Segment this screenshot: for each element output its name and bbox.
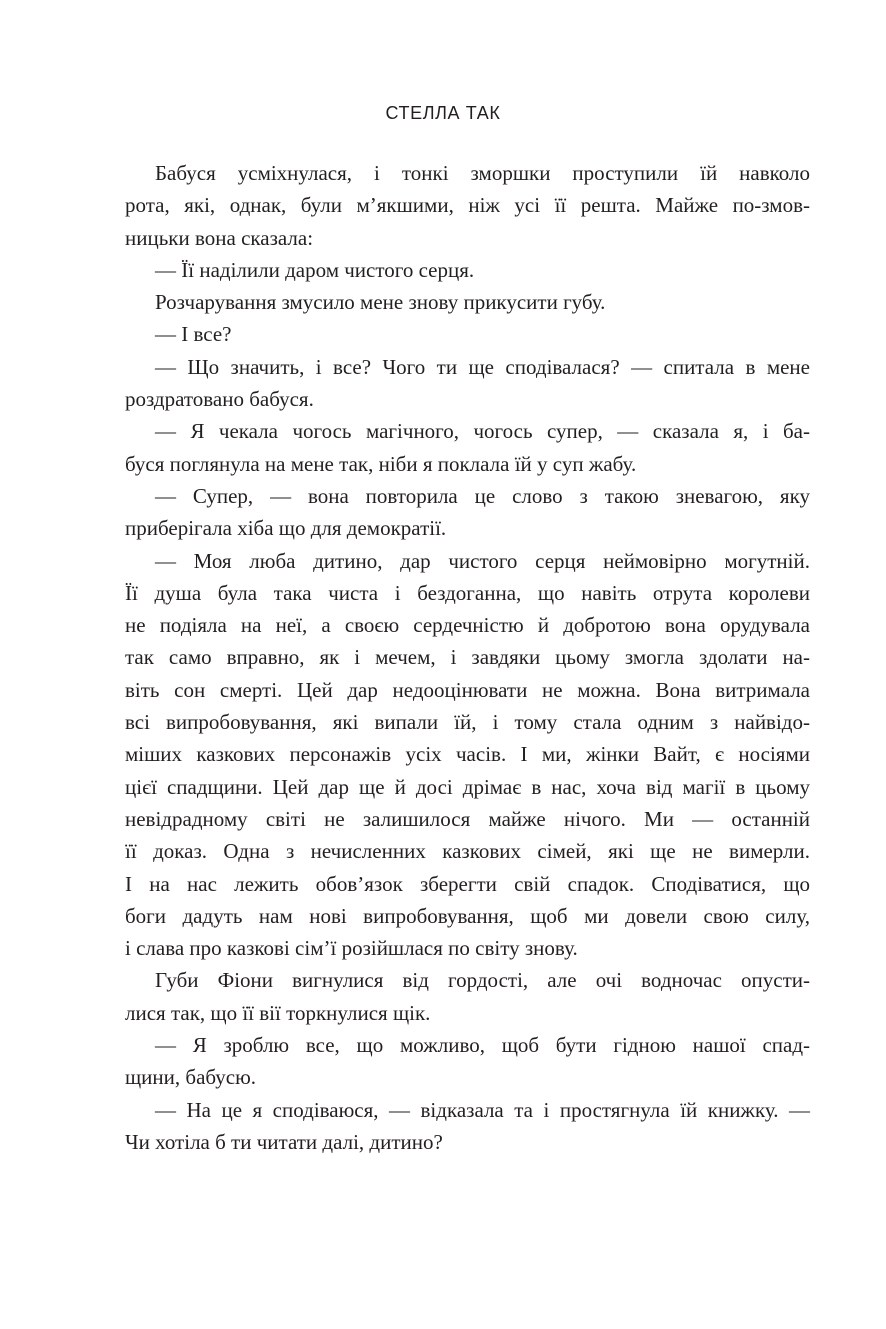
text-line: — На це я сподіваюся, — відказала та і простягнула їй книжку. — (155, 1097, 810, 1122)
text-line: Губи Фіони вигнулися від гордості, але очі водночас опусти- (155, 968, 810, 993)
text-line: — Її наділили даром чистого серця. (155, 257, 475, 282)
text-line: Її душа була така чиста і бездоганна, що навіть отрута королеви (125, 580, 810, 605)
text-line: буся поглянула на мене так, ніби я поклала їй у суп жабу. (125, 451, 637, 476)
text-line: цієї спадщини. Цей дар ще й досі дрімає в нас, хоча від магії в цьому (125, 774, 810, 799)
text-line: міших казкових персонажів усіх часів. І ми, жінки Вайт, є носіями (125, 742, 810, 767)
text-line: — Моя люба дитино, дар чистого серця неймовірно могутній. (155, 548, 810, 573)
text-line: лися так, що її вії торкнулися щік. (125, 1000, 431, 1025)
body-text (125, 157, 810, 1158)
text-line: Бабуся усміхнулася, і тонкі зморшки проступили їй навколо (155, 161, 810, 185)
text-line: не подіяла на неї, а своєю сердечністю й добротою вона орудувала (125, 613, 810, 638)
running-head: СТЕЛЛА ТАК (385, 103, 501, 123)
text-line: роздратовано бабуся. (125, 387, 314, 412)
text-line: — Що значить, і все? Чого ти ще сподівалася? — спитала в мене (155, 354, 810, 379)
text-line: її доказ. Одна з нечисленних казкових сімей, які ще не вимерли. (125, 839, 810, 864)
text-line: рота, які, однак, були м’якшими, ніж усі її решта. Майже по-змов- (125, 193, 810, 218)
text-line: так само вправно, як і мечем, і завдяки цьому змогла здолати на- (125, 645, 810, 670)
text-line: Чи хотіла б ти читати далі, дитино? (125, 1129, 443, 1154)
text-line: І на нас лежить обов’язок зберегти свій спадок. Сподіватися, що (125, 871, 810, 896)
text-line: невідрадному світі не залишилося майже нічого. Ми — останній (125, 806, 810, 831)
text-line: віть сон смерті. Цей дар недооцінювати не можна. Вона витримала (125, 677, 810, 702)
text-line: — Я зроблю все, що можливо, щоб бути гідною нашої спад- (155, 1033, 810, 1058)
text-line: — Супер, — вона повторила це слово з такою зневагою, яку (155, 483, 810, 508)
text-line: щини, бабусю. (125, 1065, 257, 1090)
text-line: боги дадуть нам нові випробовування, щоб ми довели свою силу, (125, 903, 810, 928)
text-line: ницьки вона сказала: (125, 225, 314, 250)
text-line: і слава про казкові сім’ї розійшлася по світу знову. (125, 936, 578, 961)
text-line: Розчарування змусило мене знову прикусити губу. (155, 290, 606, 315)
text-line: — І все? (155, 322, 232, 347)
text-line: всі випробовування, які випали їй, і тому стала одним з найвідо- (125, 710, 810, 735)
text-line: приберігала хіба що для демократії. (125, 516, 447, 541)
text-line: — Я чекала чогось магічного, чогось супер, — сказала я, і ба- (155, 419, 810, 444)
